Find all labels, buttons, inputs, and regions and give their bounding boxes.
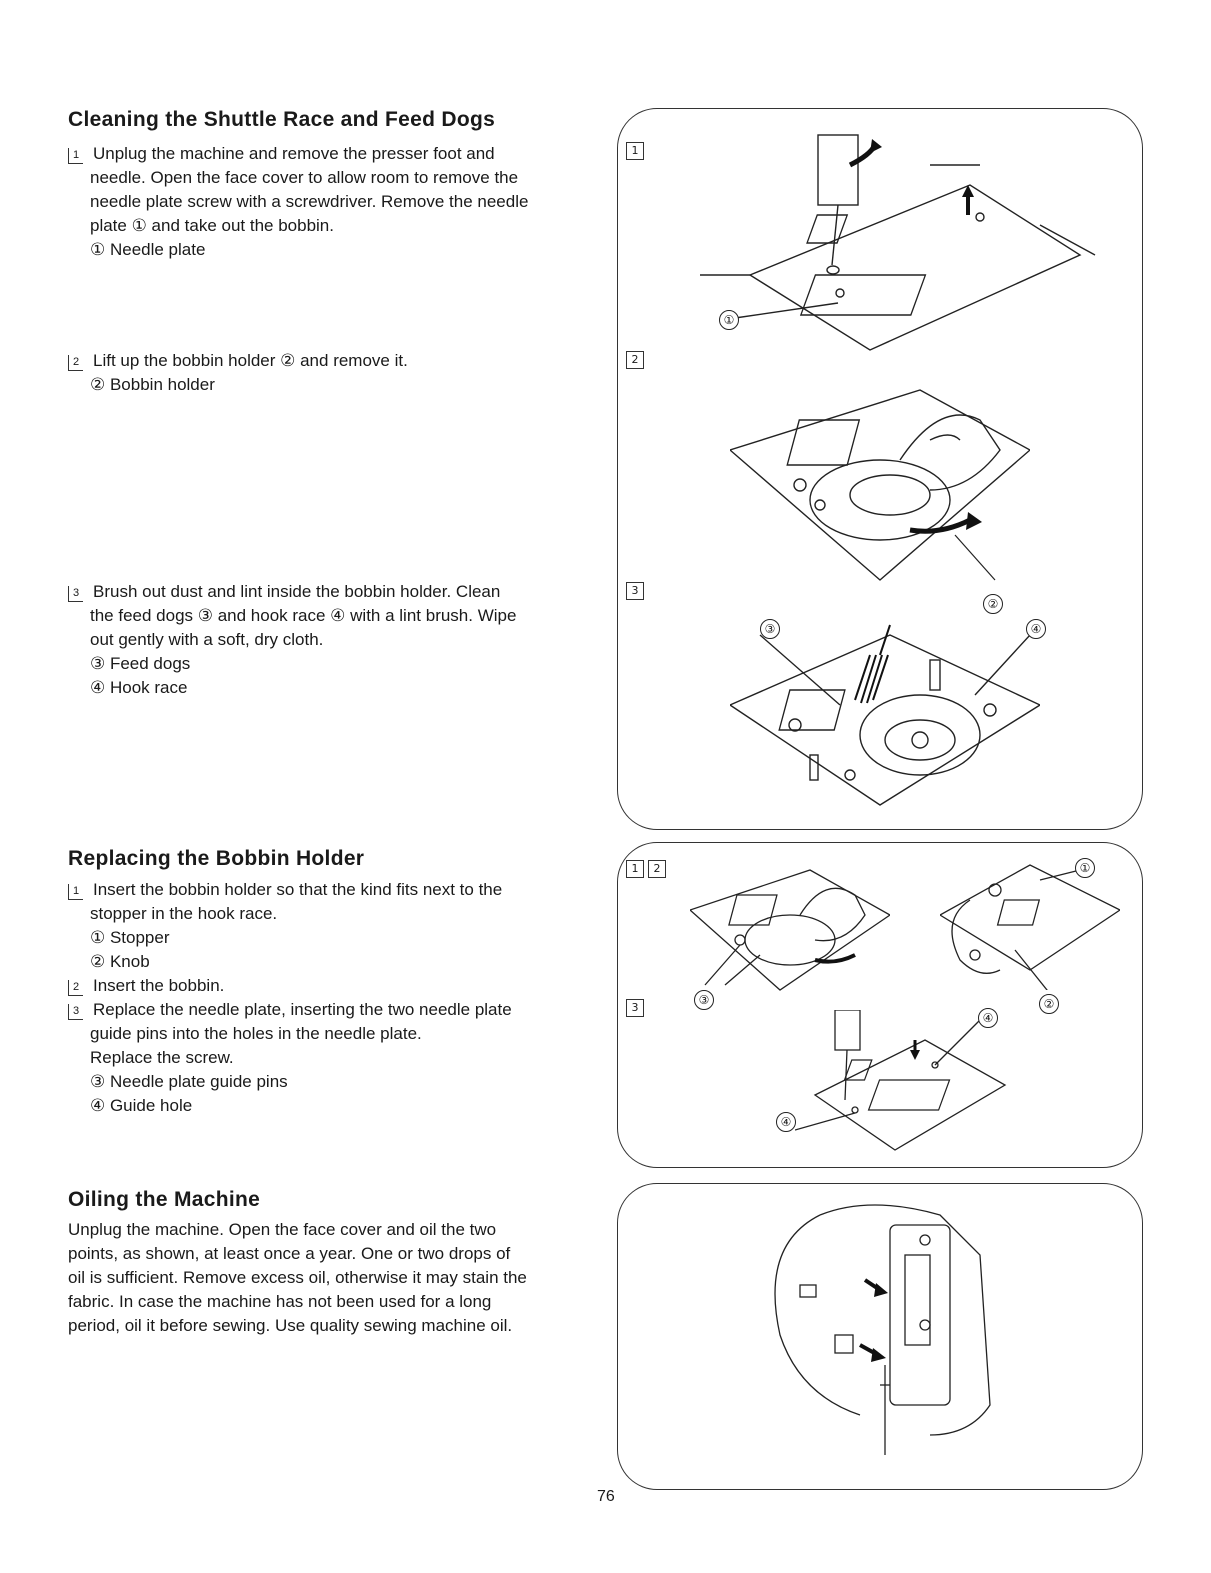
step-text-line: the feed dogs ③ and hook race ④ with a lint brush. Wipe (90, 606, 517, 625)
section-title-replacing: Replacing the Bobbin Holder (68, 847, 365, 870)
step-text-line: needle. Open the face cover to allow room to remove the (90, 168, 519, 187)
step-number: 2 (68, 355, 83, 371)
step-text-line: Insert the bobbin. (93, 976, 225, 995)
legend-item: ④ Guide hole (90, 1096, 193, 1115)
callout: ④ (1026, 619, 1046, 639)
callout: ④ (978, 1008, 998, 1028)
step-text-line: plate ① and take out the bobbin. (90, 216, 334, 235)
paragraph-line: points, as shown, at least once a year. One or two drops of (68, 1244, 511, 1263)
paragraph-line: oil is sufficient. Remove excess oil, otherwise it may stain the (68, 1268, 527, 1287)
legend-item: ③ Needle plate guide pins (90, 1072, 288, 1091)
step-text-line: guide pins into the holes in the needle plate. (90, 1024, 422, 1043)
callout: ① (1075, 858, 1095, 878)
cleaning-step-2 (68, 349, 613, 397)
legend-item: ③ Feed dogs (90, 654, 191, 673)
oiling-paragraph (68, 1218, 613, 1338)
figure-label: 1 (626, 860, 644, 878)
step-text-line: stopper in the hook race. (90, 904, 278, 923)
step-text-line: Brush out dust and lint inside the bobbin holder. Clean (93, 582, 501, 601)
callout: ③ (760, 619, 780, 639)
step-number: 1 (68, 884, 83, 900)
figure-label: 2 (626, 351, 644, 369)
needle-plate-removal-illustration (700, 125, 1130, 355)
replacing-step-1 (68, 878, 613, 974)
figure-label: 3 (626, 582, 644, 600)
callout: ② (1039, 994, 1059, 1014)
paragraph-line: period, oil it before sewing. Use quality sewing machine oil. (68, 1316, 513, 1335)
callout: ④ (776, 1112, 796, 1132)
figure-label: 3 (626, 999, 644, 1017)
paragraph-line: Unplug the machine. Open the face cover and oil the two (68, 1220, 497, 1239)
replacing-step-3 (68, 998, 613, 1118)
figure-label: 2 (648, 860, 666, 878)
step-text-line: Unplug the machine and remove the presser foot and (93, 144, 495, 163)
page-number: 76 (597, 1488, 615, 1505)
bobbin-holder-insert-illustration (690, 865, 890, 995)
step-text-line: Replace the screw. (90, 1048, 234, 1067)
callout: ③ (694, 990, 714, 1010)
section-title-cleaning: Cleaning the Shuttle Race and Feed Dogs (68, 108, 496, 131)
cleaning-step-3 (68, 580, 613, 700)
callout: ② (983, 594, 1003, 614)
step-text-line: Insert the bobbin holder so that the kind fits next to the (93, 880, 503, 899)
legend-item: ① Needle plate (90, 240, 206, 259)
step-text-line: Lift up the bobbin holder ② and remove it. (93, 351, 408, 370)
feed-dog-cleaning-illustration (730, 615, 1040, 815)
bobbin-holder-removal-illustration (730, 380, 1030, 590)
legend-item: ① Stopper (90, 928, 170, 947)
legend-item: ② Knob (90, 952, 150, 971)
step-text-line: needle plate screw with a screwdriver. Remove the needle (90, 192, 529, 211)
figure-label: 1 (626, 142, 644, 160)
stopper-detail-illustration (940, 860, 1120, 990)
oiling-points-illustration (760, 1195, 1000, 1460)
step-text-line: Replace the needle plate, inserting the two needle plate (93, 1000, 512, 1019)
step-number: 2 (68, 980, 83, 996)
callout: ① (719, 310, 739, 330)
needle-plate-replace-illustration (795, 1010, 1010, 1155)
step-text-line: out gently with a soft, dry cloth. (90, 630, 324, 649)
section-title-oiling: Oiling the Machine (68, 1188, 261, 1211)
legend-item: ④ Hook race (90, 678, 188, 697)
paragraph-line: fabric. In case the machine has not been used for a long (68, 1292, 492, 1311)
cleaning-step-1 (68, 142, 613, 262)
legend-item: ② Bobbin holder (90, 375, 215, 394)
replacing-step-2 (68, 974, 613, 998)
step-number: 3 (68, 586, 83, 602)
step-number: 1 (68, 148, 83, 164)
step-number: 3 (68, 1004, 83, 1020)
